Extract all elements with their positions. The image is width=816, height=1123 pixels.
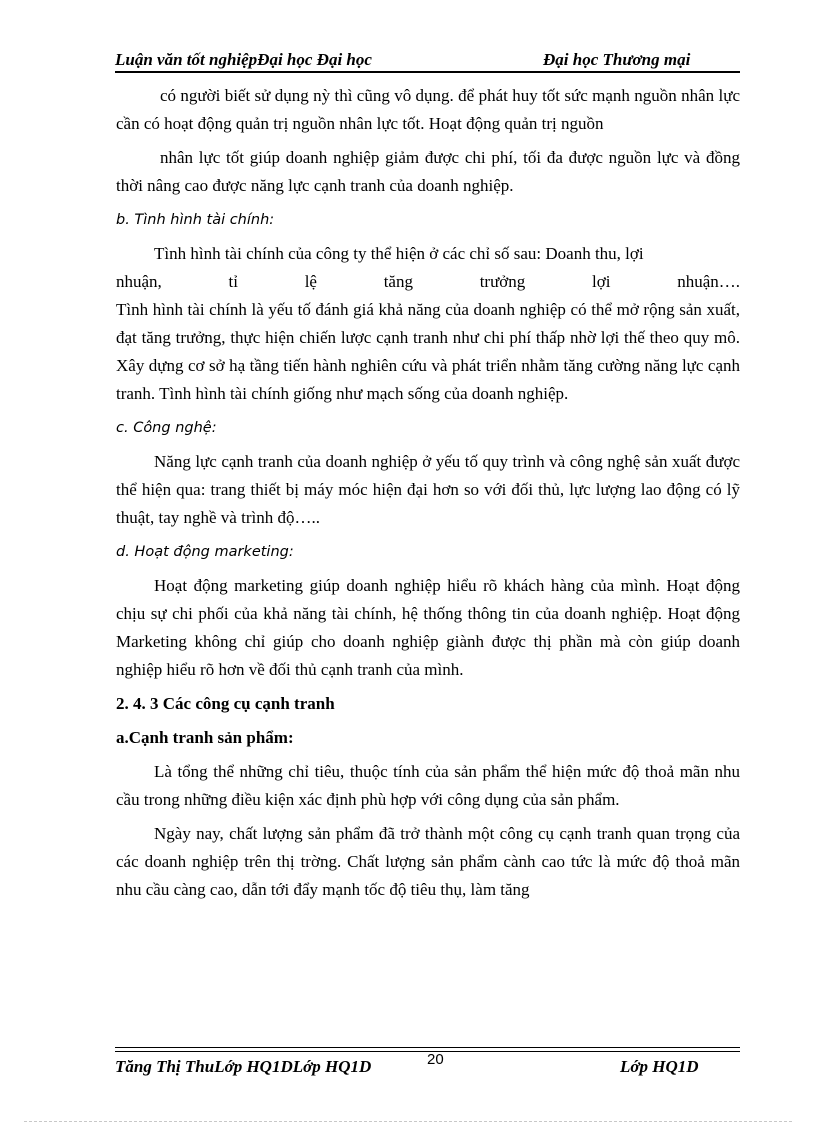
document-body xyxy=(116,82,740,904)
footer-class: Lớp HQ1D xyxy=(620,1057,699,1076)
section-heading: 2. 4. 3 Các công cụ cạnh tranh xyxy=(116,694,335,713)
paragraph: Năng lực cạnh tranh của doanh nghiệp ở yếu tố quy trình và công nghệ sản xuất được thể hiện qua: trang thiết bị máy móc hiện đại hơn so với đối thủ, lực lượng lao động có lỹ thuật, tay nghề và trình độ….. xyxy=(116,452,740,527)
header-rule xyxy=(115,71,740,73)
header-university: Đại học Thương mại xyxy=(543,50,691,69)
subheading-financial: b. Tình hình tài chính: xyxy=(116,212,275,228)
paragraph-line-spread: nhuận, tỉ lệ tăng trưởng lợi nhuận…. xyxy=(116,272,740,291)
page-header xyxy=(115,50,740,70)
page-edge xyxy=(24,1121,792,1122)
paragraph: Ngày nay, chất lượng sản phẩm đã trở thành một công cụ cạnh tranh quan trọng của các doanh nghiệp trên thị trờng. Chất lượng sản phẩm cành cao tức là mức độ thoả mãn nhu cầu càng cao, dẫn tới đẩy mạnh tốc độ tiêu thụ, làm tăng xyxy=(116,824,740,899)
header-thesis-title: Luận văn tốt nghiệpĐại học Đại học xyxy=(115,50,372,69)
footer-rule-top xyxy=(115,1047,740,1048)
footer-author: Tăng Thị ThuLớp HQ1DLớp HQ1D xyxy=(115,1057,372,1076)
subsection-heading: a.Cạnh tranh sản phẩm: xyxy=(116,728,294,747)
subheading-marketing: d. Hoạt động marketing: xyxy=(116,544,294,560)
paragraph: Là tổng thể những chỉ tiêu, thuộc tính của sản phẩm thể hiện mức độ thoả mãn nhu cầu trong những điều kiện xác định phù hợp với công dụng của sản phẩm. xyxy=(116,762,740,809)
page-footer xyxy=(115,1051,740,1077)
paragraph: có người biết sử dụng nỳ thì cũng vô dụng. để phát huy tốt sức mạnh nguồn nhân lực cần có hoạt động quản trị nguồn nhân lực tốt. Hoạt động quản trị nguồn xyxy=(116,86,740,133)
page-number: 20 xyxy=(427,1051,444,1068)
paragraph-line: Tình hình tài chính của công ty thể hiện ở các chỉ số sau: Doanh thu, lợi xyxy=(154,244,644,263)
paragraph: Hoạt động marketing giúp doanh nghiệp hiểu rõ khách hàng của mình. Hoạt động chịu sự chi phối của khả năng tài chính, hệ thống thông tin của doanh nghiệp. Hoạt động Marketing không chỉ giúp cho doanh nghiệp giành được thị phần mà còn giúp doanh nghiệp hiểu rõ hơn về đối thủ cạnh tranh của mình. xyxy=(116,576,740,679)
subheading-technology: c. Công nghệ: xyxy=(116,420,217,436)
paragraph: Tình hình tài chính là yếu tố đánh giá khả năng của doanh nghiệp có thể mở rộng sản xuất, đạt tăng trưởng, thực hiện chiến lược cạnh tranh như chi phí thấp nhờ lợi thế theo quy mô. Xây dựng cơ sở hạ tầng tiến hành nghiên cứu và phát triển nhằm tăng cường năng lực cạnh tranh. Tình hình tài chính giống như mạch sống của doanh nghiệp. xyxy=(116,300,740,403)
paragraph: nhân lực tốt giúp doanh nghiệp giảm được chi phí, tối đa được nguồn lực và đồng thời nâng cao được năng lực cạnh tranh của doanh nghiệp. xyxy=(116,148,740,195)
